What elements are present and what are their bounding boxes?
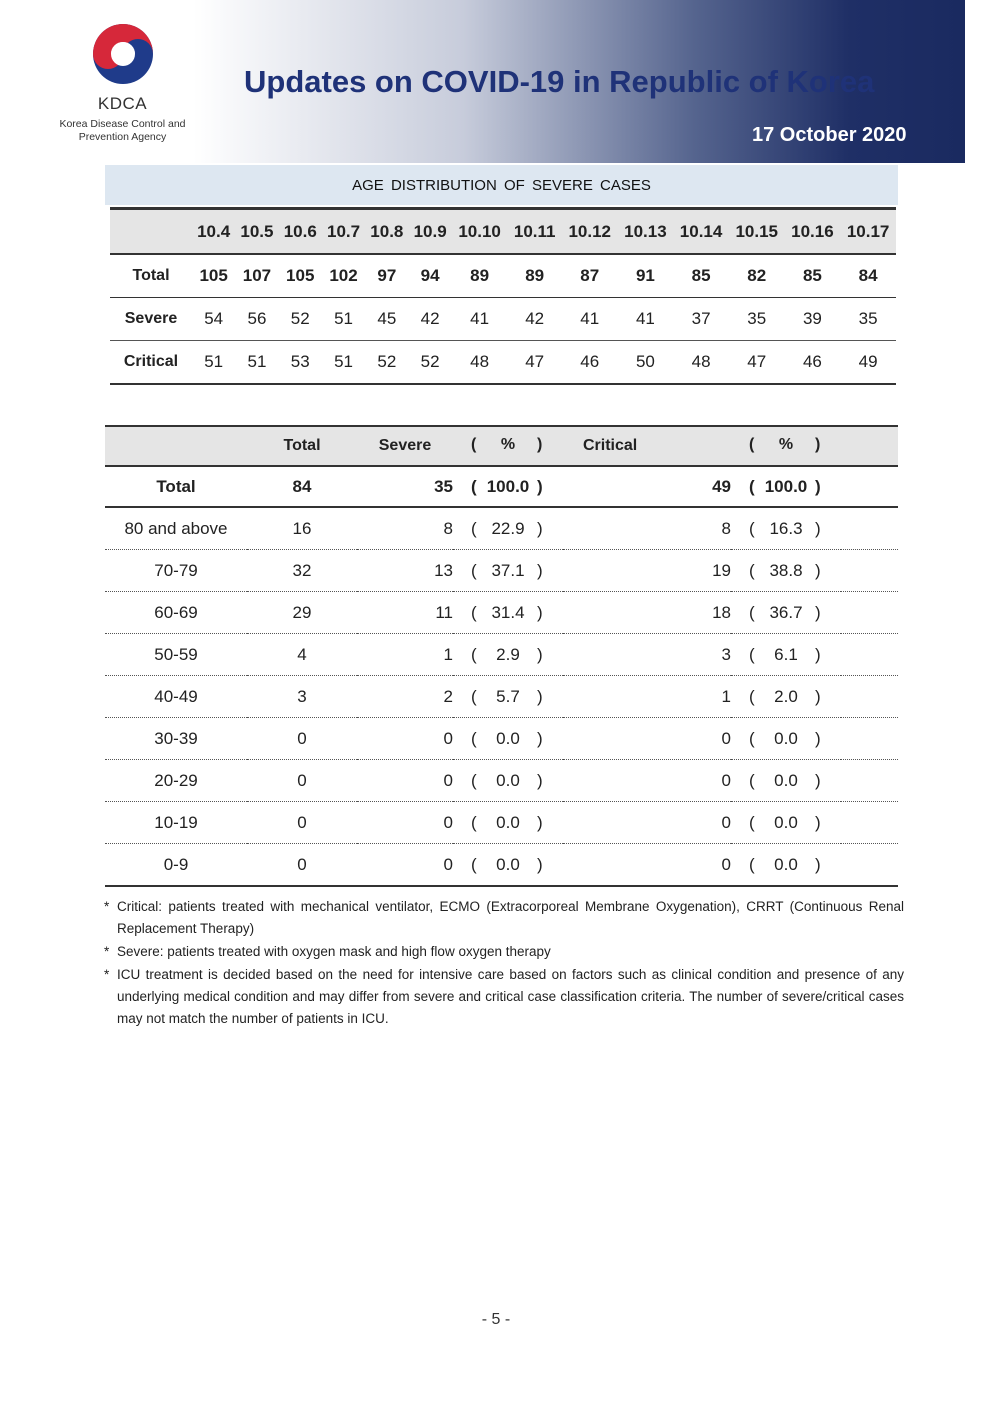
pct-value: 2.0	[774, 686, 798, 706]
paren-left: (	[471, 854, 477, 874]
trend-value-cell: 51	[322, 298, 365, 341]
critical-count: 0	[563, 802, 731, 844]
trend-value-cell: 37	[673, 298, 729, 341]
age-row	[105, 507, 898, 550]
trend-value-cell: 46	[785, 341, 841, 385]
paren-right: )	[537, 770, 543, 790]
pct-value: 6.1	[774, 644, 798, 664]
severe-count: 35	[357, 466, 453, 507]
footnotes	[104, 896, 904, 1031]
paren-left: (	[749, 602, 755, 622]
trend-date-cell: 10.11	[507, 209, 561, 255]
critical-pct	[731, 550, 841, 592]
trend-date-cell: 10.5	[235, 209, 278, 255]
trend-value-cell: 51	[235, 341, 278, 385]
logo-agency-line2: Prevention Agency	[78, 131, 167, 143]
total-count: 16	[247, 507, 357, 550]
total-count: 0	[247, 760, 357, 802]
paren-left: (	[471, 518, 477, 538]
header-critical: Critical	[563, 426, 731, 466]
critical-pct	[731, 802, 841, 844]
paren-left: (	[471, 728, 477, 748]
trend-value-cell: 105	[192, 254, 235, 298]
trend-row-total	[110, 254, 896, 298]
critical-pct	[731, 718, 841, 760]
paren-left: (	[471, 770, 477, 790]
pct-value: 0.0	[496, 854, 520, 874]
pct-value: 100.0	[764, 476, 808, 496]
age-label: 80 and above	[105, 507, 247, 550]
trend-date-header-row	[110, 209, 896, 255]
paren-left: (	[471, 644, 477, 664]
pct-value: 0.0	[774, 812, 798, 832]
trend-value-cell: 54	[192, 298, 235, 341]
paren-left: (	[749, 476, 755, 496]
paren-right: )	[815, 602, 821, 622]
trend-value-cell: 52	[279, 298, 322, 341]
age-label: 70-79	[105, 550, 247, 592]
trend-date-cell: 10.16	[785, 209, 841, 255]
critical-count: 3	[563, 634, 731, 676]
trend-value-cell: 56	[235, 298, 278, 341]
paren-left: (	[749, 686, 755, 706]
kdca-logo	[55, 22, 190, 144]
trend-date-cell: 10.10	[452, 209, 508, 255]
trend-date-cell: 10.12	[562, 209, 618, 255]
total-count: 0	[247, 802, 357, 844]
pct-value: 16.3	[769, 518, 803, 538]
age-row	[105, 550, 898, 592]
trend-value-cell: 48	[673, 341, 729, 385]
severe-count: 2	[357, 676, 453, 718]
trend-value-cell: 53	[279, 341, 322, 385]
pct-value: 38.8	[769, 560, 803, 580]
trend-date-cell: 10.14	[673, 209, 729, 255]
header-severe-pct	[453, 426, 563, 466]
paren-left: (	[471, 436, 477, 453]
trend-row-label: Critical	[110, 341, 192, 385]
trend-value-cell: 52	[365, 341, 408, 385]
trend-date-cell: 10.6	[279, 209, 322, 255]
trend-value-cell: 48	[452, 341, 508, 385]
age-row	[105, 676, 898, 718]
page-number: - 5 -	[481, 1311, 511, 1328]
trend-value-cell: 47	[507, 341, 561, 385]
trend-date-cell: 10.4	[192, 209, 235, 255]
trend-row-critical	[110, 341, 896, 385]
logo-agency-line1: Korea Disease Control and	[59, 118, 186, 130]
trend-value-cell: 51	[322, 341, 365, 385]
trend-value-cell: 89	[452, 254, 508, 298]
total-count: 0	[247, 844, 357, 887]
paren-right: )	[537, 518, 543, 538]
critical-pct	[731, 844, 841, 887]
total-count: 0	[247, 718, 357, 760]
header-severe: Severe	[357, 426, 453, 466]
header-critical-pct	[731, 426, 841, 466]
footnote-text: Critical: patients treated with mechanical ventilator, ECMO (Extracorporeal Membrane Oxygenation), CRRT (Continuous Renal Replacement Therapy)	[117, 899, 904, 936]
paren-right: )	[537, 686, 543, 706]
paren-right: )	[815, 560, 821, 580]
severe-pct	[453, 760, 563, 802]
pct-value: 5.7	[496, 686, 520, 706]
severe-pct	[453, 466, 563, 507]
pct-value: 0.0	[774, 728, 798, 748]
severe-pct	[453, 550, 563, 592]
age-label: 50-59	[105, 634, 247, 676]
paren-right: )	[537, 644, 543, 664]
paren-right: )	[537, 476, 543, 496]
trend-value-cell: 51	[192, 341, 235, 385]
critical-pct	[731, 592, 841, 634]
age-table-header-row	[105, 426, 898, 466]
age-label: 10-19	[105, 802, 247, 844]
footnote-text: ICU treatment is decided based on the need for intensive care based on factors such as clinical condition and presence of any underlying medical condition and may differ from severe and critical case classification criteria. The number of severe/critical cases may not match the number of patients in ICU.	[117, 967, 904, 1026]
trend-value-cell: 49	[840, 341, 896, 385]
pct-value: 0.0	[496, 728, 520, 748]
paren-right: )	[815, 518, 821, 538]
pct-value: 2.9	[496, 644, 520, 664]
paren-right: )	[815, 476, 821, 496]
paren-right: )	[537, 602, 543, 622]
severe-pct	[453, 718, 563, 760]
critical-count: 1	[563, 676, 731, 718]
trend-value-cell: 107	[235, 254, 278, 298]
paren-left: (	[749, 518, 755, 538]
age-row	[105, 760, 898, 802]
pct-value: 0.0	[496, 770, 520, 790]
critical-count: 8	[563, 507, 731, 550]
trend-value-cell: 46	[562, 341, 618, 385]
total-count: 84	[247, 466, 357, 507]
severe-count: 0	[357, 844, 453, 887]
trend-value-cell: 89	[507, 254, 561, 298]
age-rows	[105, 507, 898, 886]
pct-value: 0.0	[774, 770, 798, 790]
trend-value-cell: 42	[408, 298, 451, 341]
trend-row-label: Total	[110, 254, 192, 298]
paren-right: )	[537, 728, 543, 748]
severe-pct	[453, 844, 563, 887]
critical-count: 18	[563, 592, 731, 634]
footnote-text: Severe: patients treated with oxygen mask and high flow oxygen therapy	[117, 944, 551, 959]
age-distribution-table	[105, 425, 898, 887]
paren-right: )	[815, 854, 821, 874]
paren-left: (	[749, 812, 755, 832]
age-label: 30-39	[105, 718, 247, 760]
trend-value-cell: 41	[562, 298, 618, 341]
paren-right: )	[815, 770, 821, 790]
paren-left: (	[749, 436, 755, 453]
trend-value-cell: 41	[618, 298, 674, 341]
age-row	[105, 802, 898, 844]
pct-value: 37.1	[491, 560, 525, 580]
trend-value-cell: 35	[840, 298, 896, 341]
footnote-critical	[104, 896, 904, 940]
trend-value-cell: 52	[408, 341, 451, 385]
total-count: 29	[247, 592, 357, 634]
critical-count: 0	[563, 760, 731, 802]
critical-count: 19	[563, 550, 731, 592]
paren-left: (	[471, 560, 477, 580]
critical-pct	[731, 507, 841, 550]
pct-value: 0.0	[774, 854, 798, 874]
severe-count: 8	[357, 507, 453, 550]
severe-pct	[453, 634, 563, 676]
trend-date-cell: 10.8	[365, 209, 408, 255]
paren-left: (	[471, 812, 477, 832]
footnote-icu	[104, 964, 904, 1030]
paren-left: (	[749, 728, 755, 748]
age-row	[105, 592, 898, 634]
pct-symbol: %	[500, 436, 516, 453]
note-marker: *	[104, 944, 110, 959]
total-count: 3	[247, 676, 357, 718]
logo-abbreviation: KDCA	[97, 94, 148, 113]
paren-right: )	[815, 812, 821, 832]
trend-value-cell: 87	[562, 254, 618, 298]
age-row	[105, 844, 898, 887]
pct-value: 22.9	[491, 518, 525, 538]
paren-right: )	[537, 812, 543, 832]
trend-value-cell: 85	[673, 254, 729, 298]
paren-left: (	[749, 560, 755, 580]
paren-left: (	[749, 644, 755, 664]
trend-date-cell: 10.7	[322, 209, 365, 255]
paren-right: )	[537, 436, 543, 453]
footnote-severe	[104, 941, 904, 963]
critical-count: 49	[563, 466, 731, 507]
severe-count: 13	[357, 550, 453, 592]
pct-value: 100.0	[486, 476, 530, 496]
trend-value-cell: 50	[618, 341, 674, 385]
paren-left: (	[749, 770, 755, 790]
trend-value-cell: 84	[840, 254, 896, 298]
severe-count: 1	[357, 634, 453, 676]
critical-pct	[731, 760, 841, 802]
report-date: 17 October 2020	[752, 124, 907, 146]
header-pad	[841, 426, 898, 466]
pct-value: 0.0	[496, 812, 520, 832]
age-label: Total	[105, 466, 247, 507]
age-total-row	[105, 466, 898, 507]
age-label: 60-69	[105, 592, 247, 634]
critical-pct	[731, 466, 841, 507]
trend-value-cell: 105	[279, 254, 322, 298]
note-marker: *	[104, 899, 110, 914]
severe-count: 0	[357, 802, 453, 844]
paren-right: )	[815, 436, 821, 453]
critical-count: 0	[563, 844, 731, 887]
severe-trend-table	[110, 207, 896, 385]
trend-value-cell: 42	[507, 298, 561, 341]
trend-row-label: Severe	[110, 298, 192, 341]
total-count: 32	[247, 550, 357, 592]
trend-value-cell: 94	[408, 254, 451, 298]
pct-value: 31.4	[491, 602, 525, 622]
trend-value-cell: 85	[785, 254, 841, 298]
paren-left: (	[471, 476, 477, 496]
severe-pct	[453, 507, 563, 550]
trend-value-cell: 91	[618, 254, 674, 298]
paren-right: )	[815, 728, 821, 748]
severe-pct	[453, 592, 563, 634]
trend-value-cell: 82	[729, 254, 785, 298]
trend-table-title: AGE DISTRIBUTION OF SEVERE CASES	[105, 165, 898, 205]
trend-row-severe	[110, 298, 896, 341]
severe-count: 11	[357, 592, 453, 634]
header-total: Total	[247, 426, 357, 466]
trend-date-cell: 10.15	[729, 209, 785, 255]
severe-pct	[453, 676, 563, 718]
paren-right: )	[815, 686, 821, 706]
critical-pct	[731, 634, 841, 676]
paren-left: (	[749, 854, 755, 874]
age-label: 0-9	[105, 844, 247, 887]
trend-date-cell: 10.9	[408, 209, 451, 255]
trend-corner-cell	[110, 209, 192, 255]
pct-symbol: %	[778, 436, 794, 453]
age-header-blank	[105, 426, 247, 466]
note-marker: *	[104, 967, 110, 982]
pct-value: 36.7	[769, 602, 803, 622]
trend-value-cell: 97	[365, 254, 408, 298]
paren-right: )	[537, 560, 543, 580]
severe-count: 0	[357, 760, 453, 802]
trend-value-cell: 47	[729, 341, 785, 385]
trend-value-cell: 102	[322, 254, 365, 298]
page-title: Updates on COVID-19 in Republic of Korea	[244, 64, 875, 99]
trend-value-cell: 39	[785, 298, 841, 341]
trend-date-cell: 10.13	[618, 209, 674, 255]
trend-value-cell: 41	[452, 298, 508, 341]
trend-date-cell: 10.17	[840, 209, 896, 255]
age-label: 20-29	[105, 760, 247, 802]
paren-left: (	[471, 686, 477, 706]
trend-value-cell: 35	[729, 298, 785, 341]
age-label: 40-49	[105, 676, 247, 718]
severe-count: 0	[357, 718, 453, 760]
age-row	[105, 634, 898, 676]
paren-right: )	[537, 854, 543, 874]
critical-count: 0	[563, 718, 731, 760]
paren-right: )	[815, 644, 821, 664]
paren-left: (	[471, 602, 477, 622]
total-count: 4	[247, 634, 357, 676]
severe-pct	[453, 802, 563, 844]
korea-emblem-icon	[91, 22, 155, 86]
critical-pct	[731, 676, 841, 718]
age-row	[105, 718, 898, 760]
trend-value-cell: 45	[365, 298, 408, 341]
